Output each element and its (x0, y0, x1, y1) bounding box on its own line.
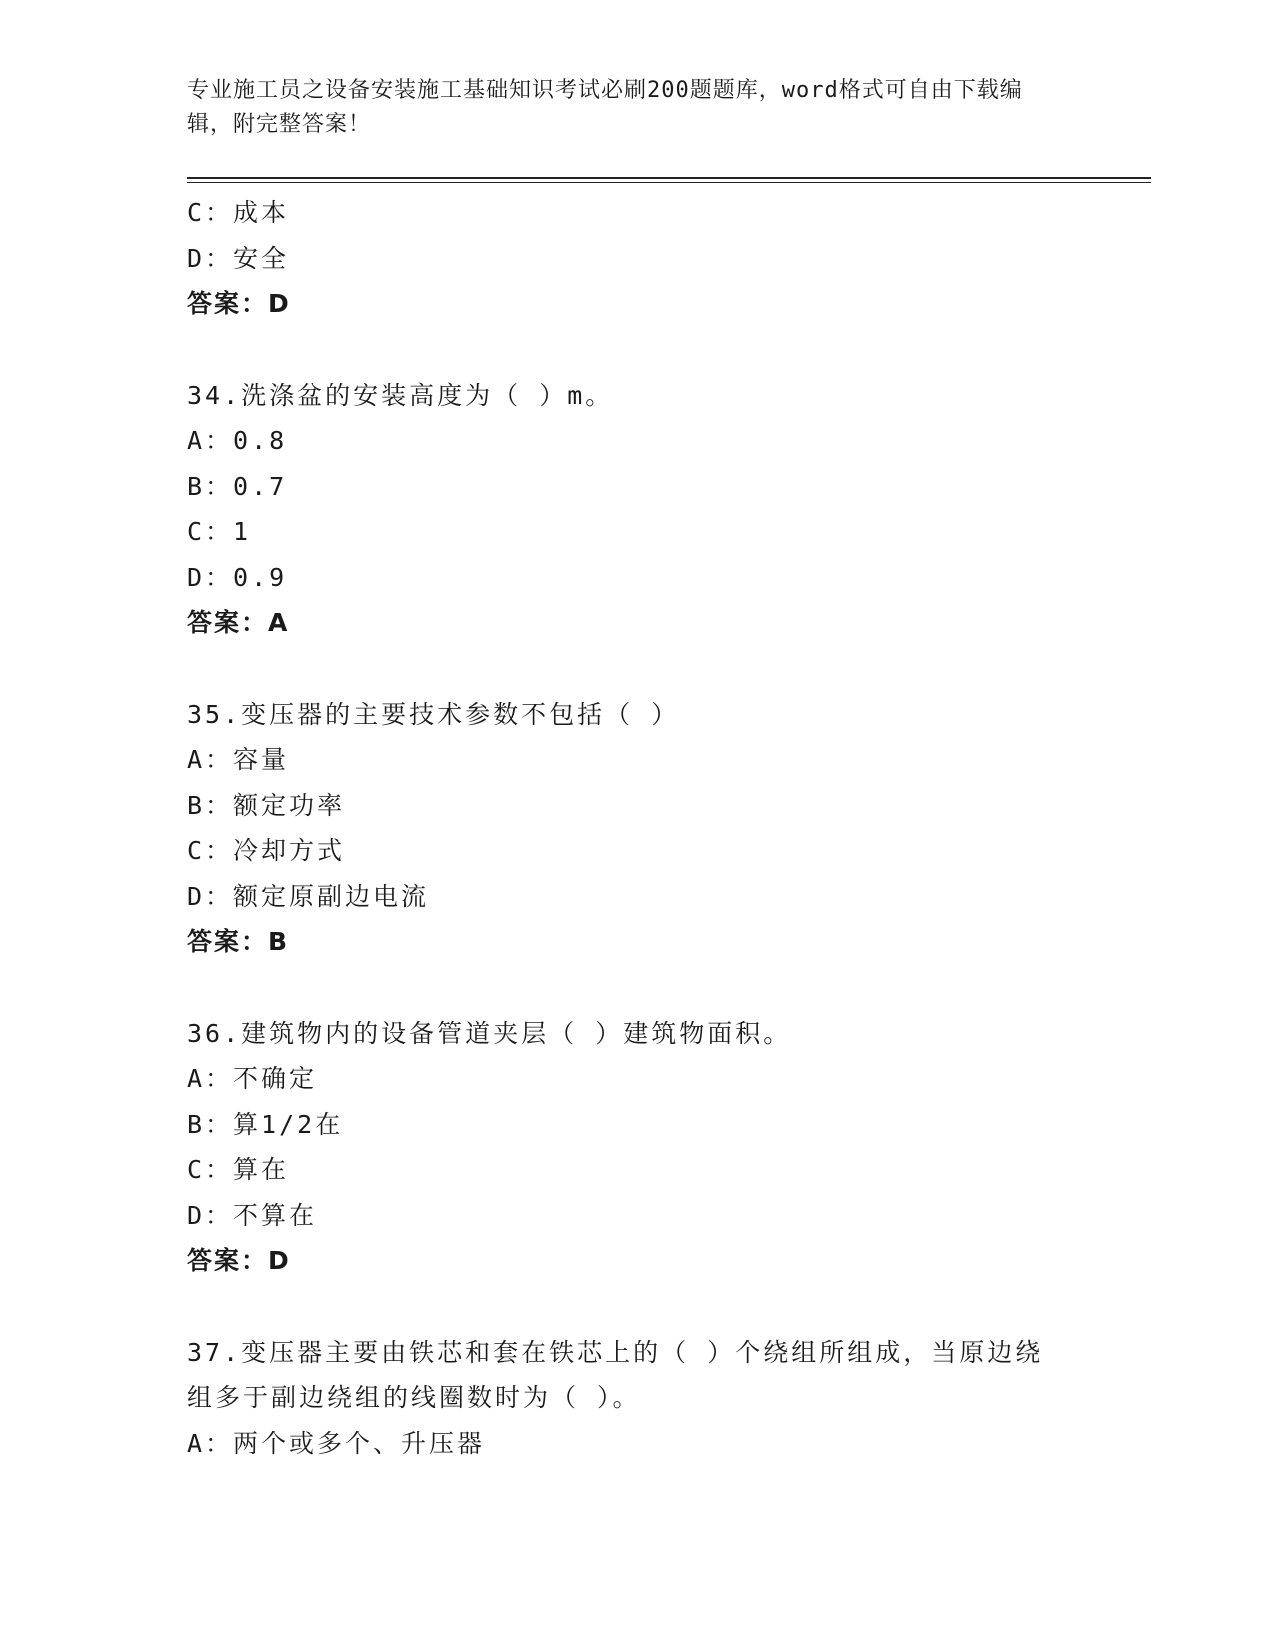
header-divider-thin (187, 182, 1151, 183)
option-a: A：不确定 (187, 1064, 318, 1093)
option-b: B：额定功率 (187, 790, 346, 820)
option-c: C：1 (187, 517, 252, 546)
question-stem: 37.变压器主要由铁芯和套在铁芯上的（ ）个绕组所组成，当原边绕组多于副边绕组的线圈数时为（ ）。 (187, 1337, 1044, 1412)
answer-line: 答案：D (187, 1246, 291, 1275)
option-a: A：两个或多个、升压器 (187, 1428, 486, 1458)
option-b: B：算1/2在 (187, 1109, 344, 1139)
option-c: C：算在 (187, 1155, 290, 1184)
document-header: 专业施工员之设备安装施工基础知识考试必刷200题题库，word格式可自由下载编辑，附完整答案！ (187, 78, 1023, 137)
answer-line: 答案：A (187, 608, 290, 637)
option-c: C：成本 (187, 198, 290, 227)
option-a: A：容量 (187, 745, 290, 774)
option-b: B：0.7 (187, 471, 288, 501)
question-stem: 34.洗涤盆的安装高度为（ ）m。 (187, 380, 614, 410)
option-d: D：安全 (187, 243, 290, 273)
answer-line: 答案：D (187, 289, 291, 318)
option-d: D：额定原副边电流 (187, 881, 430, 911)
question-stem: 36.建筑物内的设备管道夹层（ ）建筑物面积。 (187, 1018, 792, 1048)
answer-line: 答案：B (187, 927, 290, 956)
question-stem: 35.变压器的主要技术参数不包括（ ） (187, 699, 680, 729)
header-divider-thick (187, 177, 1151, 179)
option-d: D：0.9 (187, 562, 288, 592)
option-c: C：冷却方式 (187, 836, 346, 865)
question-list (187, 190, 1087, 1466)
option-a: A：0.8 (187, 426, 288, 455)
option-d: D：不算在 (187, 1200, 318, 1230)
